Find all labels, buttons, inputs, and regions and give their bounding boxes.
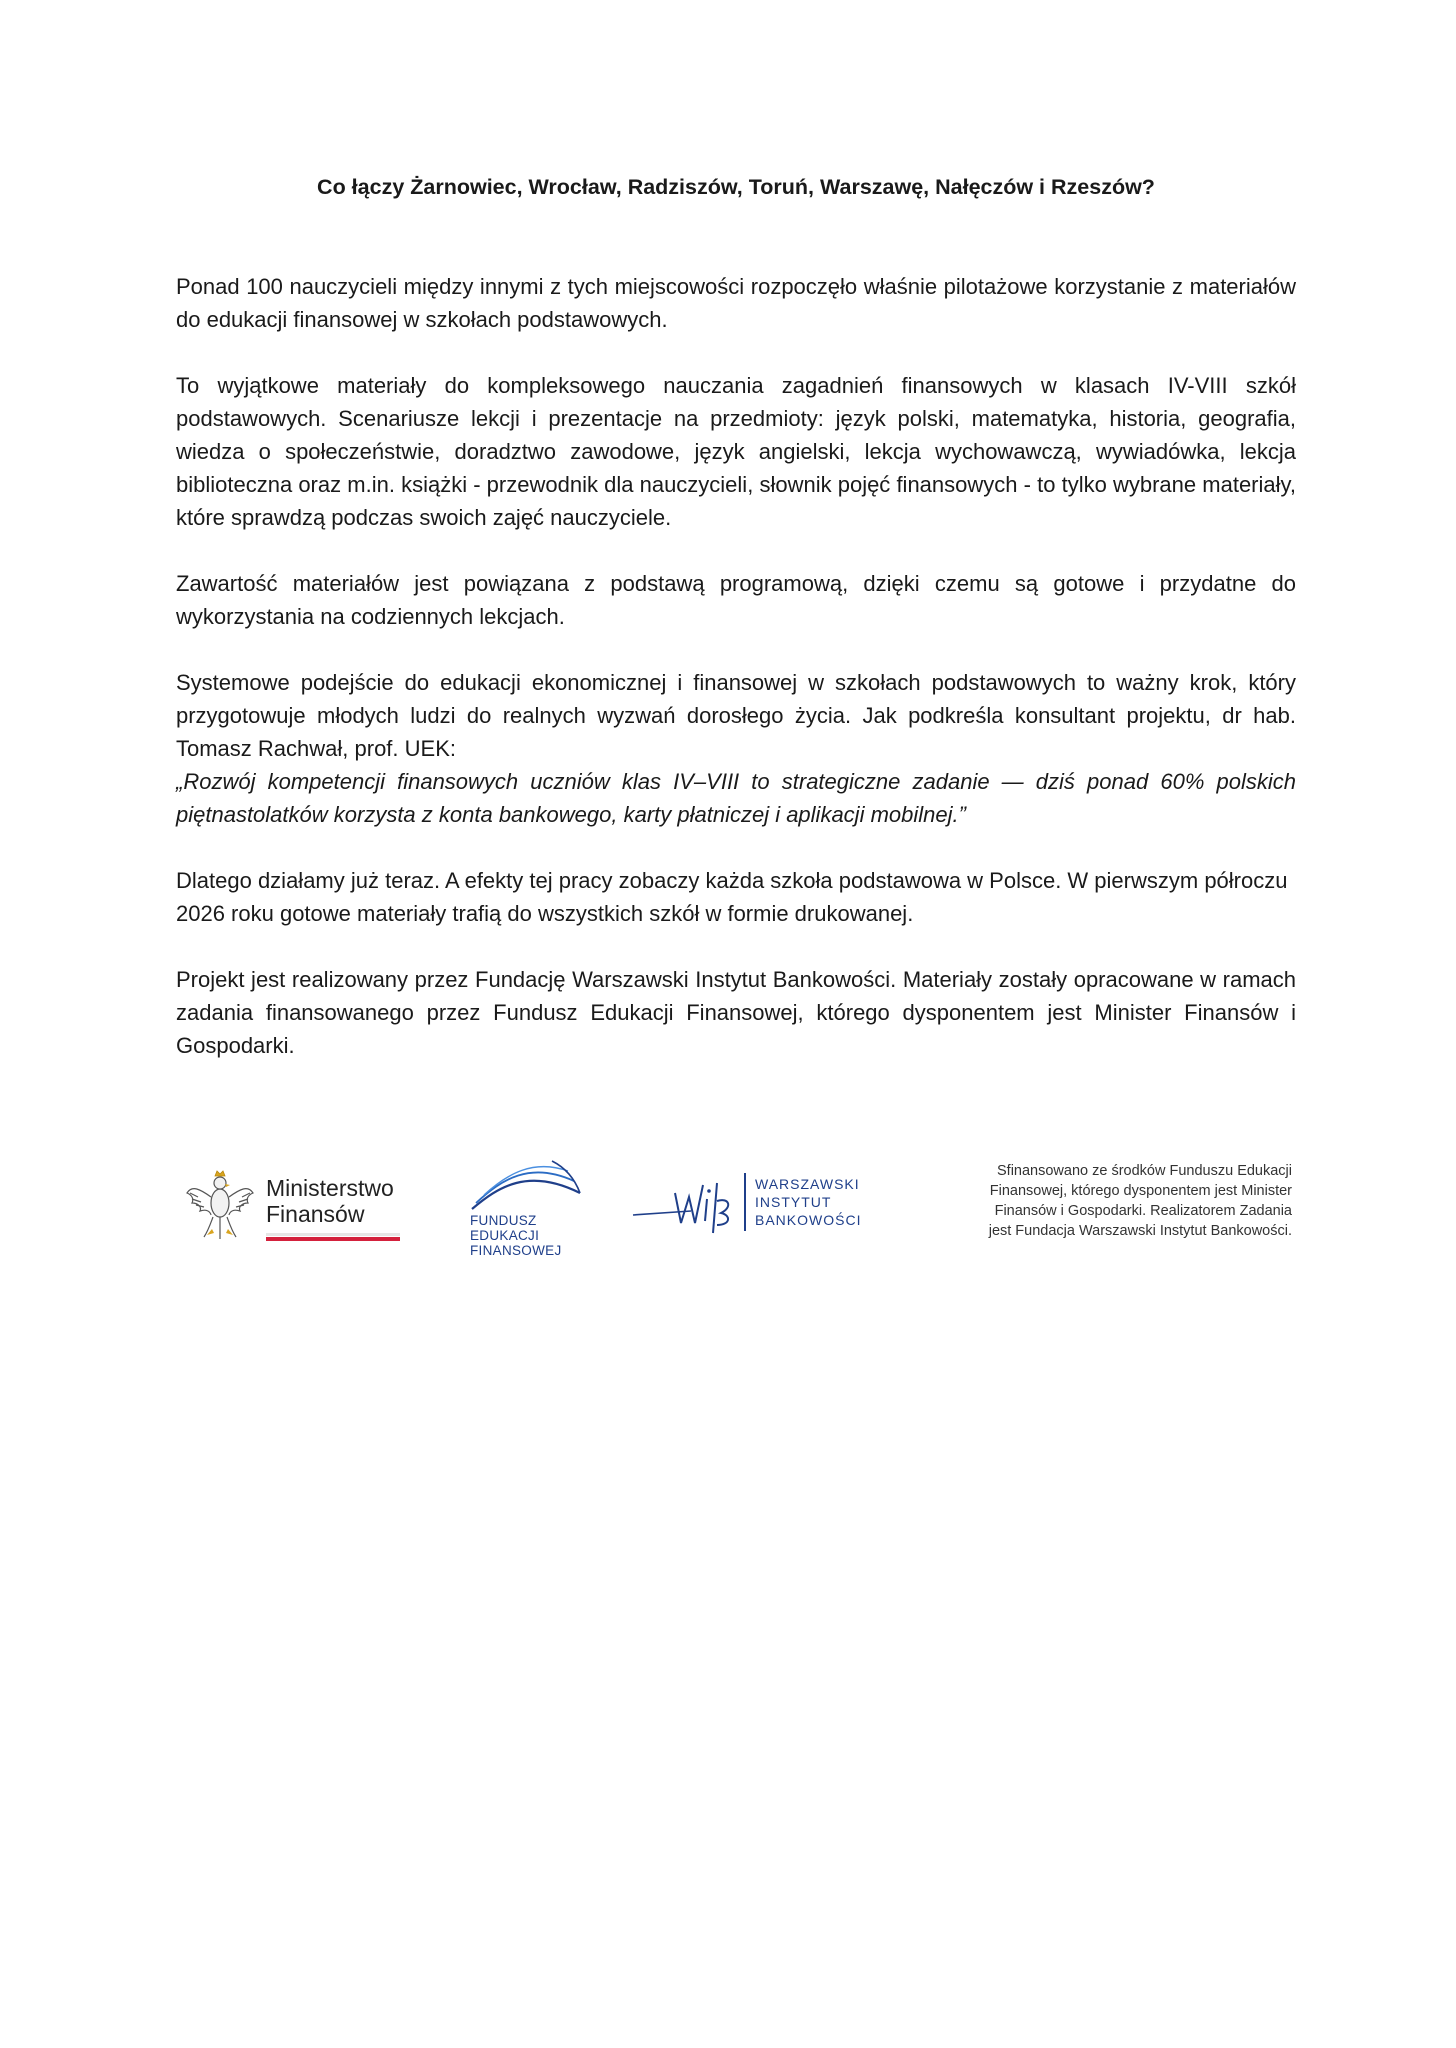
paragraph-intro: Ponad 100 nauczycieli między innymi z tych miejscowości rozpoczęło właśnie pilotażowe korzystanie z materiałów do edukacji finansowej w szkołach podstawowych. [176, 274, 1296, 332]
wib-logo [631, 1163, 891, 1253]
paragraph-action: Dlatego działamy już teraz. A efekty tej pracy zobaczy każda szkoła podstawowa w Polsce. W pierwszym półroczu 2026 roku gotowe materiały trafią do wszystkich szkół w formie drukowanej. [176, 868, 1288, 926]
wib-name: WARSZAWSKI INSTYTUT BANKOWOŚCI [755, 1176, 862, 1228]
ministry-logo [184, 1163, 404, 1253]
wib-signature-icon [631, 1163, 743, 1243]
document-body [176, 270, 1296, 1095]
funding-credit: Sfinansowano ze środków Funduszu Edukacji Finansowej, którego dysponentem jest Minister Finansów i Gospodarki. Realizatorem Zadania jest Fundacja Warszawski Instytut Bankowości. [988, 1163, 1292, 1239]
fef-swoosh-icon [468, 1157, 588, 1217]
fef-name: FUNDUSZ EDUKACJI FINANSOWEJ [470, 1213, 562, 1258]
eagle-emblem-icon [184, 1163, 256, 1245]
paragraph-materials: To wyjątkowe materiały do kompleksowego nauczania zagadnień finansowych w klasach IV-VIII szkół podstawowych. Scenariusze lekcji i prezentacje na przedmioty: język polski, matematyka, historia, geografia, wiedza o społeczeństwie, doradztwo zawodowe, język angielski, lekcja wychowawczą, wywiadówka, lekcja biblioteczna oraz m.in. książki - przewodnik dla nauczycieli, słownik pojęć finansowych - to tylko wybrane materiały, które sprawdzą podczas swoich zajęć nauczyciele. [176, 373, 1296, 530]
paragraph-systemic [176, 666, 1296, 831]
wib-divider [744, 1173, 746, 1231]
ministry-name: Ministerstwo Finansów [266, 1175, 394, 1227]
flag-stripe [266, 1233, 400, 1241]
document-title: Co łączy Żarnowiec, Wrocław, Radziszów, Toruń, Warszawę, Nałęczów i Rzeszów? [317, 175, 1155, 199]
paragraph-project: Projekt jest realizowany przez Fundację Warszawski Instytut Bankowości. Materiały zostały opracowane w ramach zadania finansowanego przez Fundusz Edukacji Finansowej, którego dysponentem jest Minister Finansów i Gospodarki. [176, 967, 1296, 1058]
expert-quote: „Rozwój kompetencji finansowych uczniów klas IV–VIII to strategiczne zadanie — dziś ponad 60% polskich piętnastolatków korzysta z konta bankowego, karty płatniczej i aplikacji mobilnej.” [176, 769, 1296, 827]
paragraph-curriculum: Zawartość materiałów jest powiązana z podstawą programową, dzięki czemu są gotowe i przydatne do wykorzystania na codziennych lekcjach. [176, 571, 1296, 629]
logo-strip [176, 1155, 1292, 1275]
paragraph-systemic-text: Systemowe podejście do edukacji ekonomicznej i finansowej w szkołach podstawowych to ważny krok, który przygotowuje młodych ludzi do realnych wyzwań dorosłego życia. Jak podkreśla konsultant projektu, dr hab. Tomasz Rachwał, prof. UEK: [176, 670, 1296, 761]
fef-logo [468, 1157, 588, 1267]
